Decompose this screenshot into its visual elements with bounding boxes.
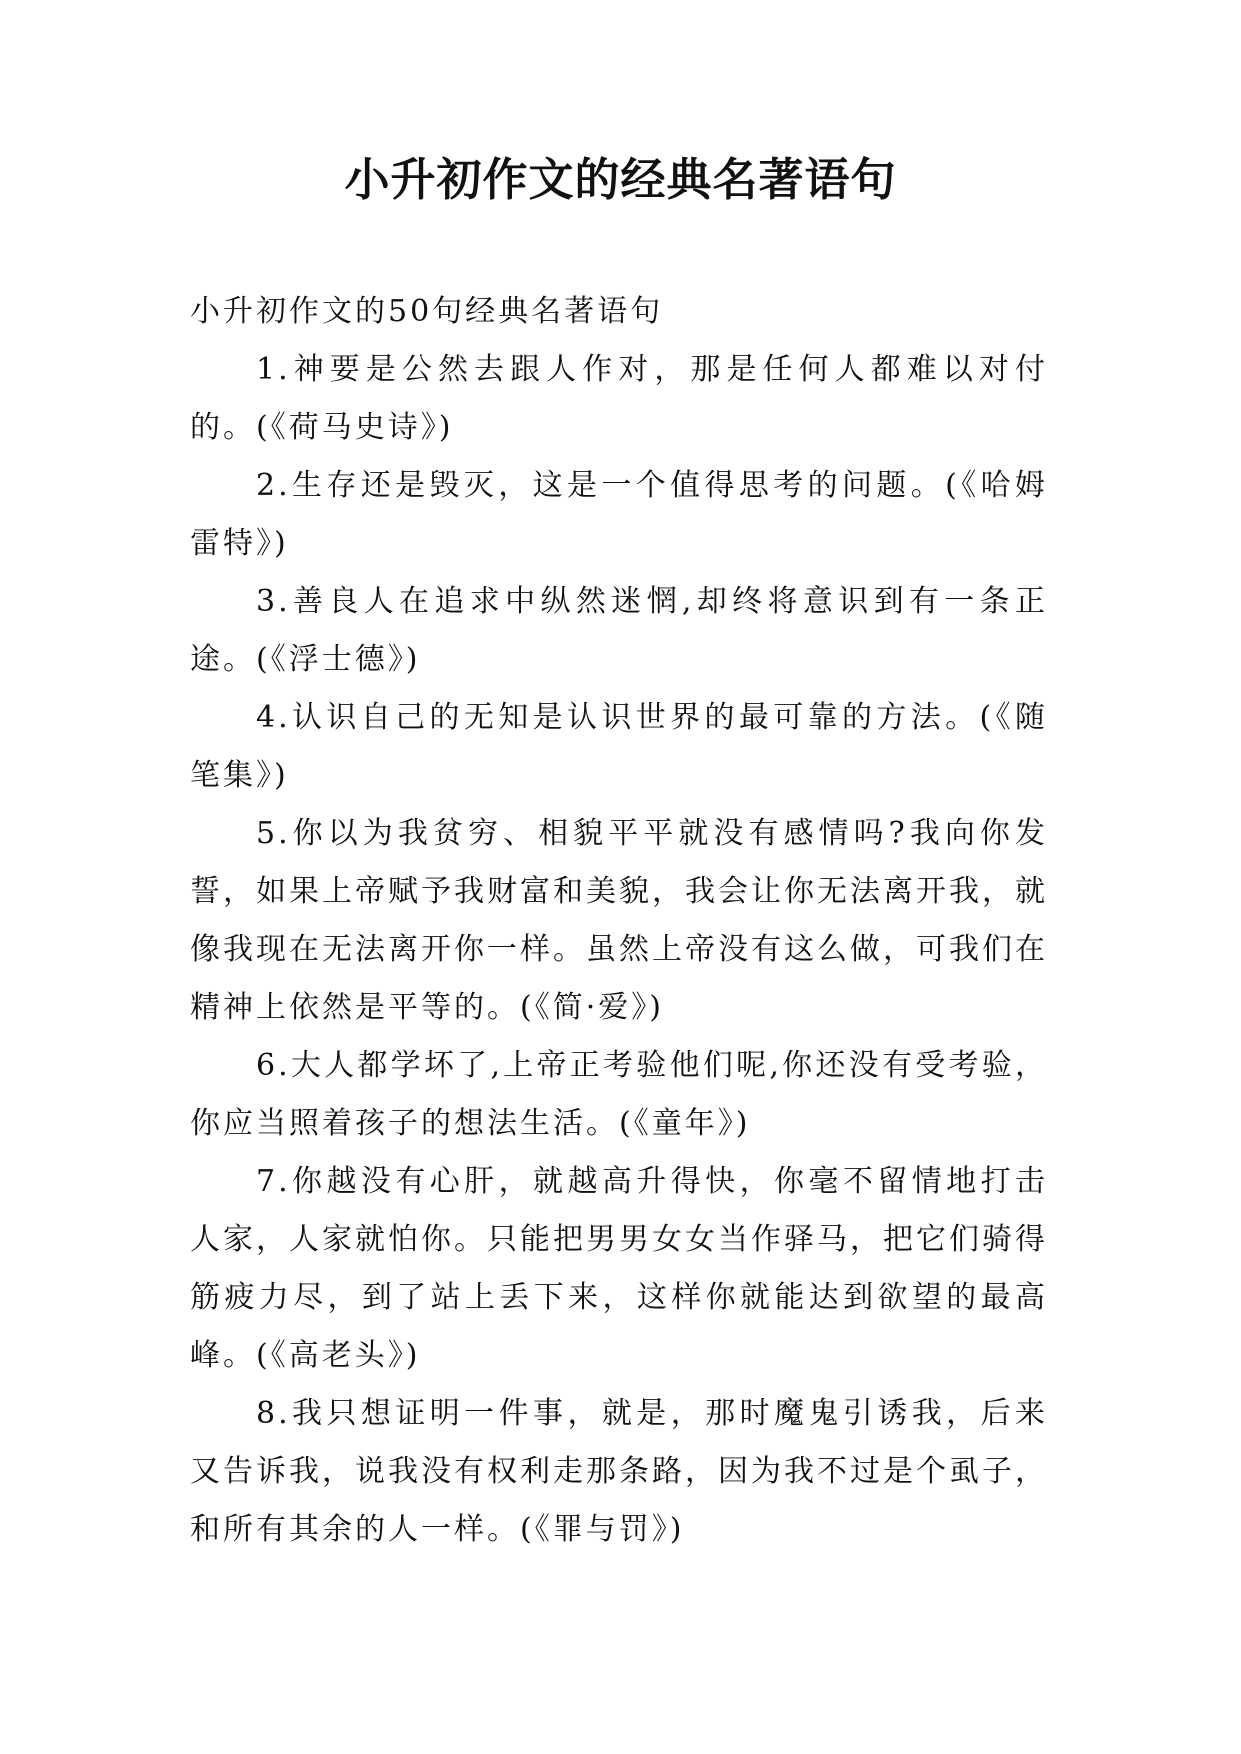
quote-paragraph-5: 5.你以为我贫穷、相貌平平就没有感情吗?我向你发誓，如果上帝赋予我财富和美貌，我会让你无法离开我，就像我现在无法离开你一样。虽然上帝没有这么做，可我们在精神上依然是平等的。(《简·爱》): [190, 816, 1048, 1025]
quote-paragraph-2: 2.生存还是毁灭，这是一个值得思考的问题。(《哈姆雷特》): [190, 468, 1048, 561]
quote-paragraph-7: 7.你越没有心肝，就越高升得快，你毫不留情地打击人家，人家就怕你。只能把男男女女当作驿马，把它们骑得筋疲力尽，到了站上丢下来，这样你就能达到欲望的最高峰。(《高老头》): [190, 1164, 1048, 1373]
quote-paragraph-1: 1.神要是公然去跟人作对，那是任何人都难以对付的。(《荷马史诗》): [190, 352, 1048, 445]
quote-paragraph-4: 4.认识自己的无知是认识世界的最可靠的方法。(《随笔集》): [190, 700, 1048, 793]
document-body: [190, 283, 1048, 1559]
quote-paragraph-3: 3.善良人在追求中纵然迷惘,却终将意识到有一条正途。(《浮士德》): [190, 584, 1048, 677]
document-subtitle: 小升初作文的50句经典名著语句: [190, 294, 664, 329]
quote-paragraph-6: 6.大人都学坏了,上帝正考验他们呢,你还没有受考验，你应当照着孩子的想法生活。(《童年》): [190, 1048, 1048, 1141]
document-title: 小升初作文的经典名著语句: [344, 153, 897, 206]
quote-paragraph-8: 8.我只想证明一件事，就是，那时魔鬼引诱我，后来又告诉我，说我没有权利走那条路，因为我不过是个虱子，和所有其余的人一样。(《罪与罚》): [190, 1396, 1048, 1547]
